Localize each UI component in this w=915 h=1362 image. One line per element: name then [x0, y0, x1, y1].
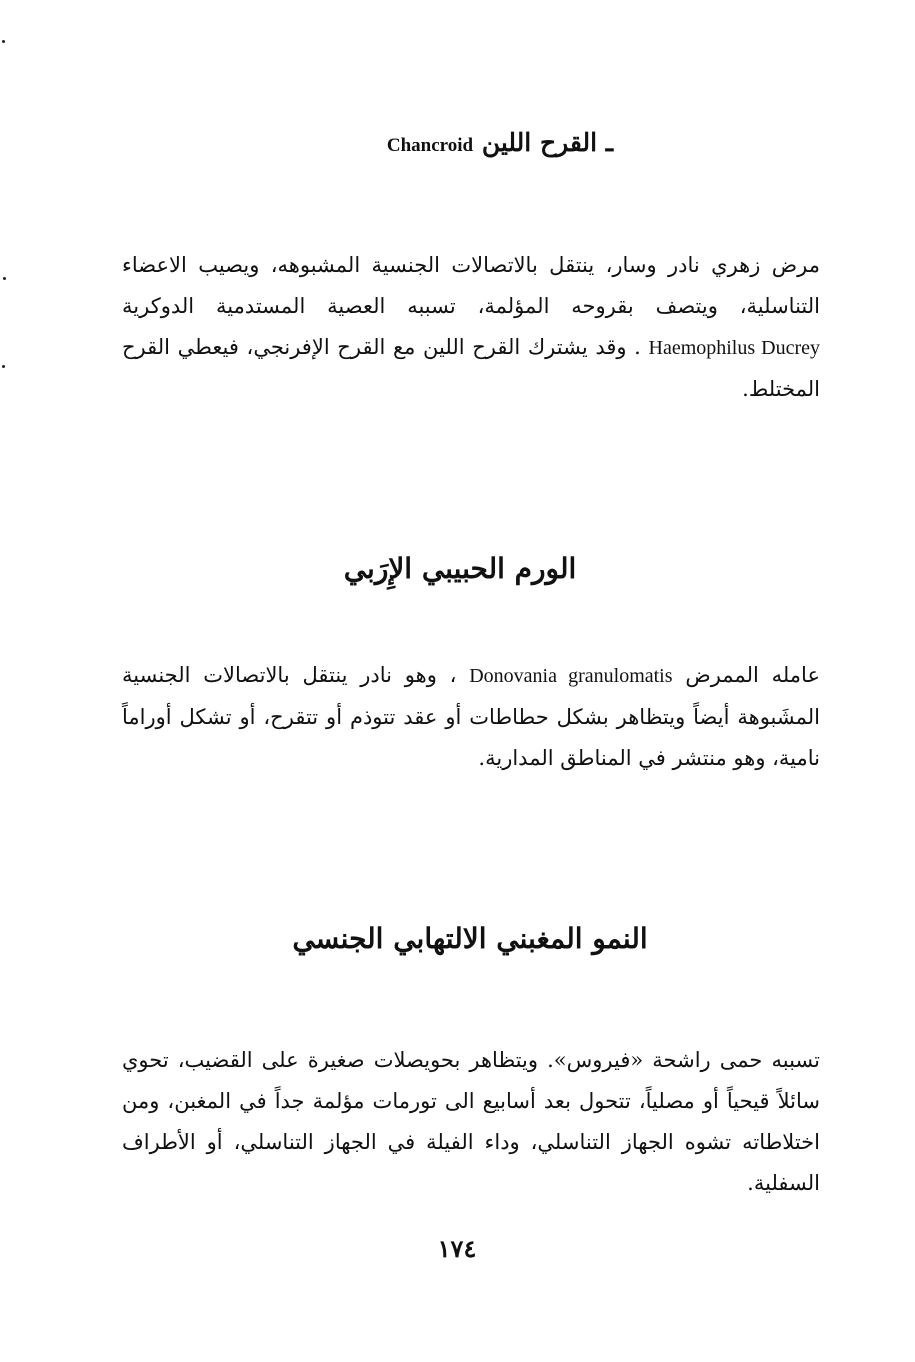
- paragraph-text: . وقد يشترك القرح اللين مع القرح الإفرنجي، فيعطي القرح المختلط.: [122, 335, 820, 401]
- scan-speck: [2, 40, 5, 43]
- section-heading-granuloma: الورم الحبيبي الإِرَبي: [343, 552, 577, 585]
- paragraph-text: عامله الممرض: [672, 663, 820, 687]
- paragraph-lymphogranuloma: تسببه حمى راشحة «فيروس». ويتظاهر بحويصلات صغيرة على القضيب، تحوي سائلاً قيحياً أو مصلياً، تتحول بعد أسابيع الى تورمات مؤلمة جداً في المغبن، ومن اختلاطاته تشوه الجهاز التناسلي، وداء الفيلة في الجهاز التناسلي، أو الأطراف السفلية.: [122, 1048, 820, 1195]
- scan-speck: [3, 277, 6, 280]
- paragraph-granuloma: [122, 655, 820, 779]
- heading-arabic: ـ القرح اللين: [481, 128, 614, 157]
- heading-latin: Chancroid: [386, 135, 474, 156]
- latin-term: Haemophilus Ducrey: [648, 337, 820, 359]
- page-number: ١٧٤: [437, 1234, 477, 1263]
- section-heading-chancroid: [200, 128, 800, 157]
- paragraph-text: مرض زهري نادر وسار، ينتقل بالاتصالات الجنسية المشبوهه، ويصيب الاعضاء التناسلية، ويتصف بقروحه المؤلمة، تسببه العصية المستدمية الدوكرية: [122, 253, 820, 318]
- paragraph-text: ، وهو نادر ينتقل بالاتصالات الجنسية المشَبوهة أيضاً ويتظاهر بشكل حطاطات أو عقد تتوذم أو تتقرح، أو تشكل أوراماً نامية، وهو منتشر في المناطق المدارية.: [122, 663, 820, 770]
- scan-speck: [2, 365, 5, 368]
- section-heading-lymphogranuloma: النمو المغبني الالتهابي الجنسي: [292, 922, 648, 955]
- latin-term: Donovania granulomatis: [469, 665, 673, 687]
- paragraph-chancroid: [122, 245, 820, 410]
